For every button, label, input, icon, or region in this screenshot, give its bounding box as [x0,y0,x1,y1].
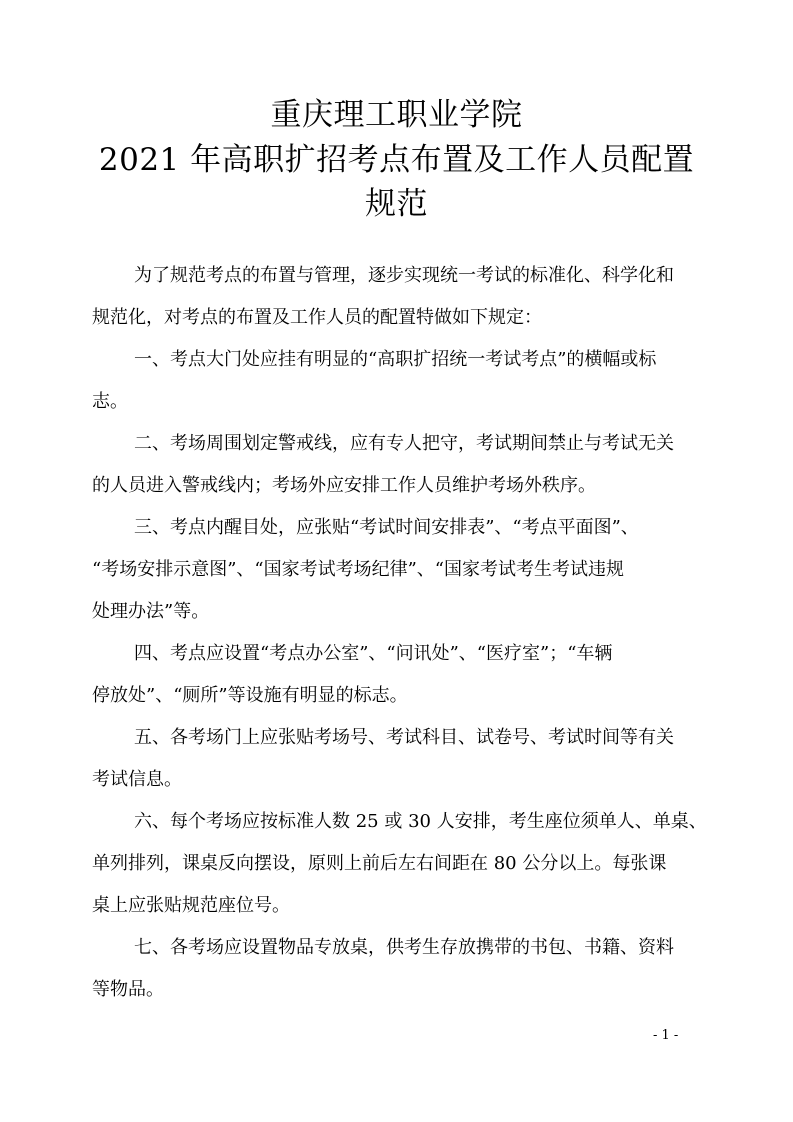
rule-1-line-1: 一、考点大门处应挂有明显的“高职扩招统一考试考点”的横幅或标 [134,349,657,370]
rule-1-line-2: 志。 [92,391,128,412]
rule-4-line-1: 四、考点应设置“考点办公室”、“问讯处”、“医疗室”；“车辆 [134,643,613,664]
document-title-line-3: 规范 [365,186,428,222]
intro-paragraph-line-1: 为了规范考点的布置与管理，逐步实现统一考试的标准化、科学化和 [134,265,674,286]
rule-6-line-1: 六、每个考场应按标准人数 25 或 30 人安排，考生座位须单人、单桌、 [134,811,707,832]
rule-3-line-2: “考场安排示意图”、“国家考试考场纪律”、“国家考试考生考试违规 [92,559,625,580]
rule-2-line-1: 二、考场周围划定警戒线，应有专人把守，考试期间禁止与考试无关 [134,433,674,454]
rule-7-line-2: 等物品。 [92,979,164,1000]
rule-6-line-3: 桌上应张贴规范座位号。 [92,895,290,916]
rule-6-line-2: 单列排列，课桌反向摆设，原则上前后左右间距在 80 公分以上。每张课 [92,853,667,874]
intro-paragraph-line-2: 规范化，对考点的布置及工作人员的配置特做如下规定： [92,307,542,328]
rule-7-line-1: 七、各考场应设置物品专放桌，供考生存放携带的书包、书籍、资料 [134,937,674,958]
page-number: - 1 - [653,1028,679,1043]
rule-5-line-1: 五、各考场门上应张贴考场号、考试科目、试卷号、考试时间等有关 [134,727,674,748]
document-title-line-2: 2021 年高职扩招考点布置及工作人员配置 [98,142,695,178]
rule-5-line-2: 考试信息。 [92,769,182,790]
rule-3-line-3: 处理办法”等。 [92,601,210,622]
rule-2-line-2: 的人员进入警戒线内；考场外应安排工作人员维护考场外秩序。 [92,475,596,496]
rule-3-line-1: 三、考点内醒目处，应张贴“考试时间安排表”、“考点平面图”、 [134,517,639,538]
document-title-line-1: 重庆理工职业学院 [270,97,523,133]
rule-4-line-2: 停放处”、“厕所”等设施有明显的标志。 [92,685,408,706]
